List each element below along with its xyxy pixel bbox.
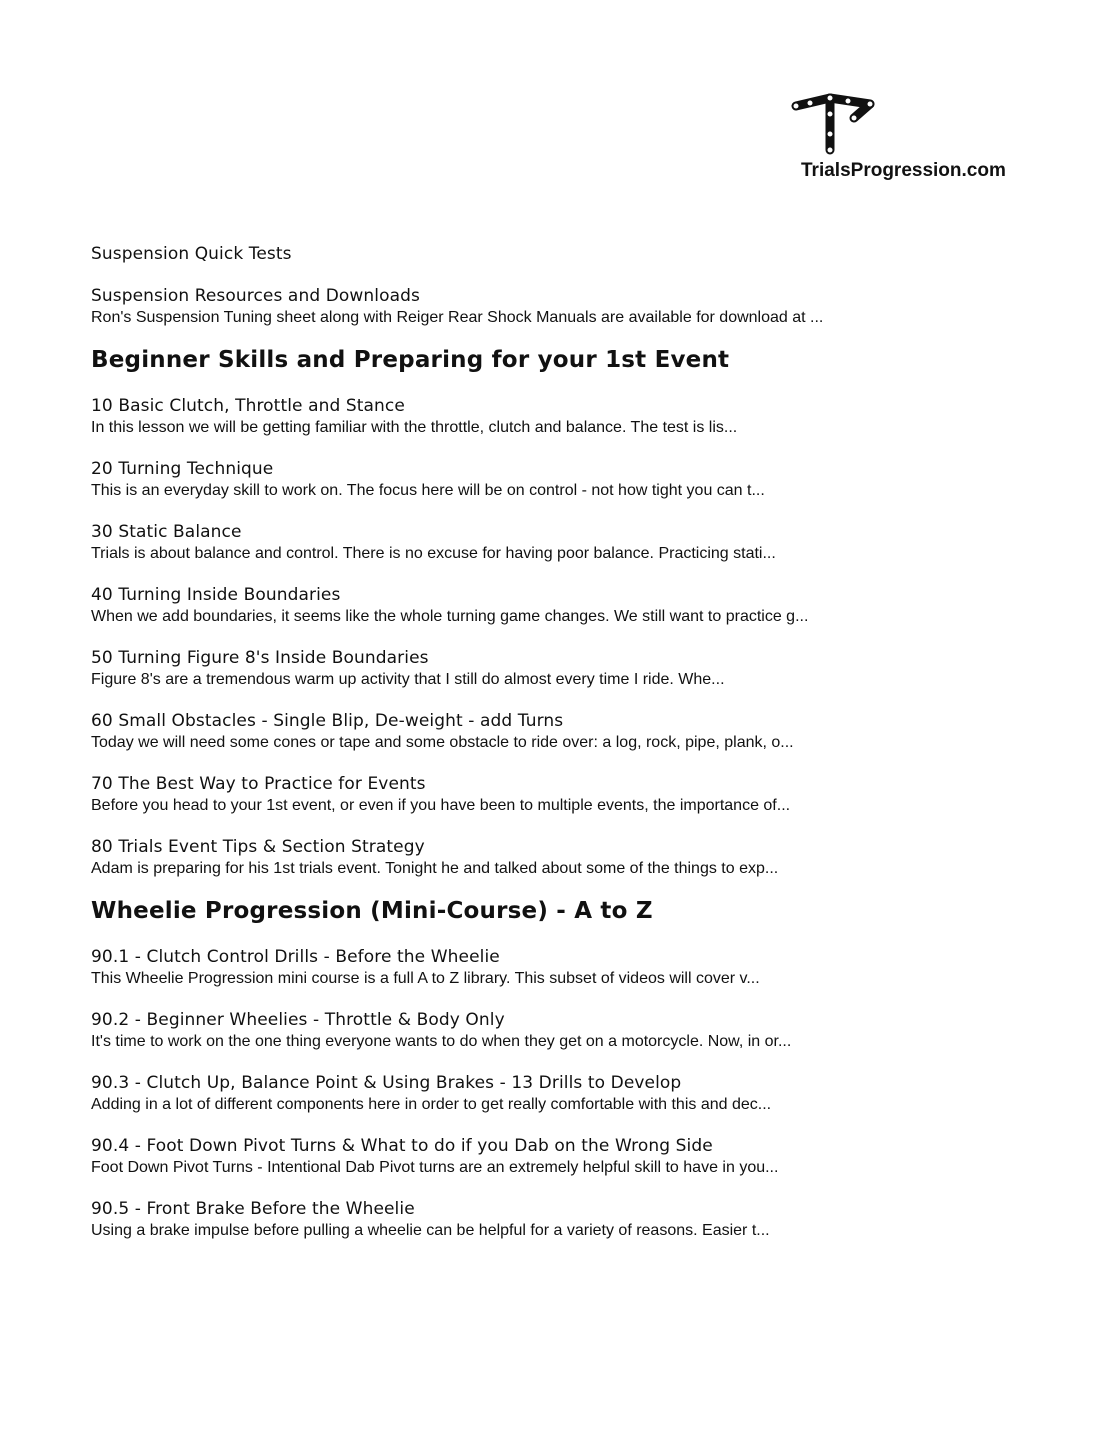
- list-item[interactable]: [91, 1136, 991, 1178]
- chain-t-logo-icon: [790, 88, 880, 160]
- document-content: [91, 244, 991, 1262]
- item-description: Before you head to your 1st event, or even if you have been to multiple events, the importance of...: [91, 797, 791, 814]
- item-description: Ron's Suspension Tuning sheet along with Reiger Rear Shock Manuals are available for download at ...: [91, 309, 824, 326]
- list-item[interactable]: [91, 648, 991, 690]
- list-item[interactable]: [91, 837, 991, 879]
- item-title[interactable]: 10 Basic Clutch, Throttle and Stance: [91, 396, 405, 416]
- list-item[interactable]: [91, 522, 991, 564]
- list-item[interactable]: [91, 459, 991, 501]
- list-item[interactable]: [91, 1199, 991, 1241]
- item-title[interactable]: 90.2 - Beginner Wheelies - Throttle & Body Only: [91, 1010, 505, 1030]
- list-item[interactable]: [91, 585, 991, 627]
- list-item[interactable]: [91, 1073, 991, 1115]
- item-title[interactable]: 30 Static Balance: [91, 522, 242, 542]
- item-title[interactable]: 20 Turning Technique: [91, 459, 274, 479]
- item-description: Trials is about balance and control. There is no excuse for having poor balance. Practicing stati...: [91, 545, 776, 562]
- item-title[interactable]: 90.5 - Front Brake Before the Wheelie: [91, 1199, 415, 1219]
- list-item[interactable]: [91, 774, 991, 816]
- item-title[interactable]: Suspension Resources and Downloads: [91, 286, 420, 306]
- item-description: Today we will need some cones or tape and some obstacle to ride over: a log, rock, pipe, plank, o...: [91, 734, 794, 751]
- list-item[interactable]: [91, 711, 991, 753]
- item-description: Adding in a lot of different components here in order to get really comfortable with this and dec...: [91, 1096, 772, 1113]
- brand-name: TrialsProgression.com: [801, 160, 1006, 181]
- list-item[interactable]: [91, 396, 991, 438]
- item-description: Foot Down Pivot Turns - Intentional Dab Pivot turns are an extremely helpful skill to have in you...: [91, 1159, 779, 1176]
- item-description: Using a brake impulse before pulling a wheelie can be helpful for a variety of reasons. Easier t...: [91, 1222, 770, 1239]
- list-item[interactable]: [91, 1010, 991, 1052]
- item-description: Figure 8's are a tremendous warm up activity that I still do almost every time I ride. Whe...: [91, 671, 725, 688]
- item-description: Adam is preparing for his 1st trials event. Tonight he and talked about some of the things to exp...: [91, 860, 779, 877]
- item-title[interactable]: Suspension Quick Tests: [91, 244, 292, 264]
- section-heading: Wheelie Progression (Mini-Course) - A to Z: [91, 898, 653, 924]
- item-description: When we add boundaries, it seems like the whole turning game changes. We still want to practice g...: [91, 608, 809, 625]
- item-title[interactable]: 50 Turning Figure 8's Inside Boundaries: [91, 648, 429, 668]
- item-title[interactable]: 80 Trials Event Tips & Section Strategy: [91, 837, 425, 857]
- item-title[interactable]: 90.4 - Foot Down Pivot Turns & What to do if you Dab on the Wrong Side: [91, 1136, 713, 1156]
- item-title[interactable]: 90.3 - Clutch Up, Balance Point & Using Brakes - 13 Drills to Develop: [91, 1073, 682, 1093]
- item-title[interactable]: 60 Small Obstacles - Single Blip, De-weight - add Turns: [91, 711, 564, 731]
- list-item[interactable]: [91, 286, 991, 328]
- list-item[interactable]: [91, 947, 991, 989]
- item-description: In this lesson we will be getting familiar with the throttle, clutch and balance. The test is lis...: [91, 419, 738, 436]
- item-title[interactable]: 70 The Best Way to Practice for Events: [91, 774, 426, 794]
- item-title[interactable]: 40 Turning Inside Boundaries: [91, 585, 341, 605]
- item-description: This is an everyday skill to work on. The focus here will be on control - not how tight you can t...: [91, 482, 765, 499]
- item-title[interactable]: 90.1 - Clutch Control Drills - Before the Wheelie: [91, 947, 500, 967]
- list-item[interactable]: [91, 244, 991, 265]
- item-description: It's time to work on the one thing everyone wants to do when they get on a motorcycle. Now, in or...: [91, 1033, 792, 1050]
- item-description: This Wheelie Progression mini course is a full A to Z library. This subset of videos will cover v...: [91, 970, 760, 987]
- section-heading: Beginner Skills and Preparing for your 1st Event: [91, 347, 730, 373]
